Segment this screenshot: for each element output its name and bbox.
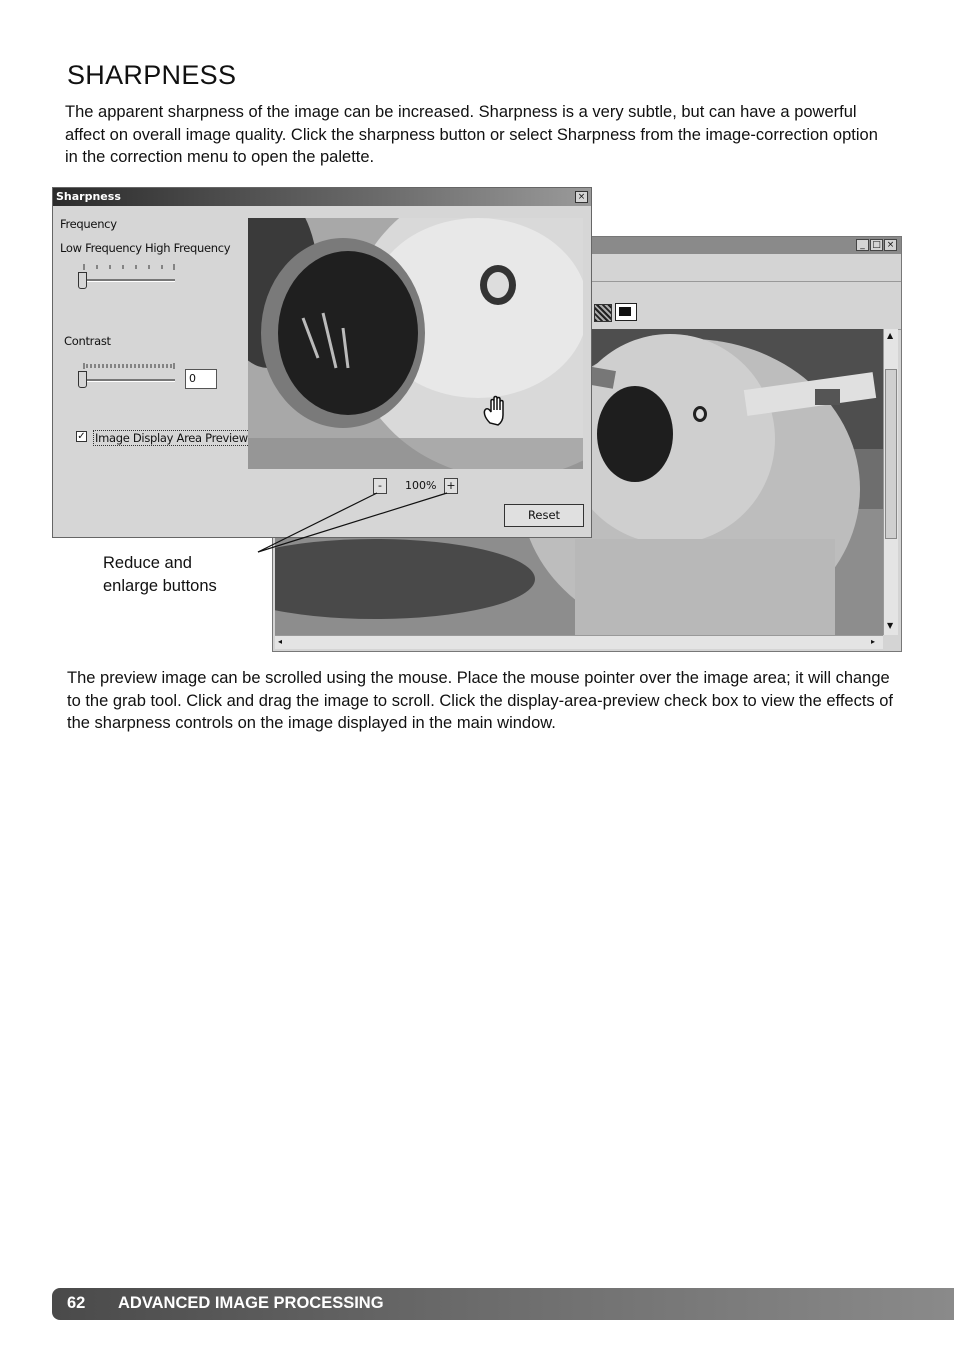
frequency-ticks xyxy=(83,264,175,270)
dialog-title: Sharpness xyxy=(53,188,591,206)
scrollbar-thumb[interactable] xyxy=(885,369,897,539)
checkmark-icon: ✓ xyxy=(77,431,86,442)
vertical-scrollbar[interactable] xyxy=(883,329,898,635)
section-title: ADVANCED IMAGE PROCESSING xyxy=(118,1294,384,1312)
hand-grab-icon xyxy=(480,393,516,429)
low-frequency-label: Low Frequency xyxy=(60,241,142,255)
high-frequency-label: High Frequency xyxy=(145,241,231,255)
scroll-arrow-icon[interactable]: ▸ xyxy=(871,637,876,646)
page-footer xyxy=(52,1288,954,1320)
close-icon[interactable]: × xyxy=(575,191,588,203)
zoom-level: 100% xyxy=(405,479,437,492)
view-button[interactable] xyxy=(615,303,637,321)
frequency-label: Frequency xyxy=(60,217,117,231)
contrast-slider-track[interactable] xyxy=(81,379,175,382)
contrast-ticks xyxy=(83,363,175,369)
scroll-arrow-icon[interactable]: ▼ xyxy=(887,621,894,630)
caption-line: enlarge buttons xyxy=(103,576,217,595)
maximize-icon[interactable]: □ xyxy=(870,239,883,251)
scroll-arrow-icon[interactable]: ◂ xyxy=(278,637,283,646)
minimize-icon[interactable]: _ xyxy=(856,239,869,251)
sharpness-dialog xyxy=(52,187,592,538)
reset-button[interactable]: Reset xyxy=(504,504,584,527)
contrast-value-field[interactable]: 0 xyxy=(185,369,217,389)
frequency-slider-thumb[interactable] xyxy=(78,272,87,289)
body-paragraph: The preview image can be scrolled using the mouse. Place the mouse pointer over the image area; it will change to the grab tool. Click and drag the image to scroll. Click the display-area-preview check box to view the effects of the sharpness controls on the image displayed in the main window. xyxy=(67,669,894,732)
preview-checkbox-label[interactable]: Image Display Area Preview xyxy=(95,431,248,445)
page-title: SHARPNESS xyxy=(67,60,237,90)
horizontal-scrollbar[interactable] xyxy=(275,635,883,649)
frequency-slider-track[interactable] xyxy=(81,279,175,282)
contrast-slider-thumb[interactable] xyxy=(78,371,87,388)
preview-image[interactable] xyxy=(248,218,583,469)
intro-paragraph: The apparent sharpness of the image can be increased. Sharpness is a very subtle, but can have a powerful affect on overall image quality. Click the sharpness button or select Sharpness from the image-correction option in the correction menu to open the palette. xyxy=(65,103,878,166)
close-icon[interactable]: × xyxy=(884,239,897,251)
preview-checkbox[interactable] xyxy=(76,431,87,442)
preview-image-photo xyxy=(248,218,583,469)
zoom-out-button[interactable]: - xyxy=(373,478,387,494)
zoom-buttons-caption xyxy=(103,552,217,597)
view-button[interactable] xyxy=(594,304,612,322)
page-number: 62 xyxy=(67,1294,86,1312)
zoom-in-button[interactable]: + xyxy=(444,478,458,494)
contrast-label: Contrast xyxy=(64,334,111,348)
scroll-arrow-icon[interactable]: ▲ xyxy=(887,331,894,340)
caption-line: Reduce and xyxy=(103,554,192,572)
